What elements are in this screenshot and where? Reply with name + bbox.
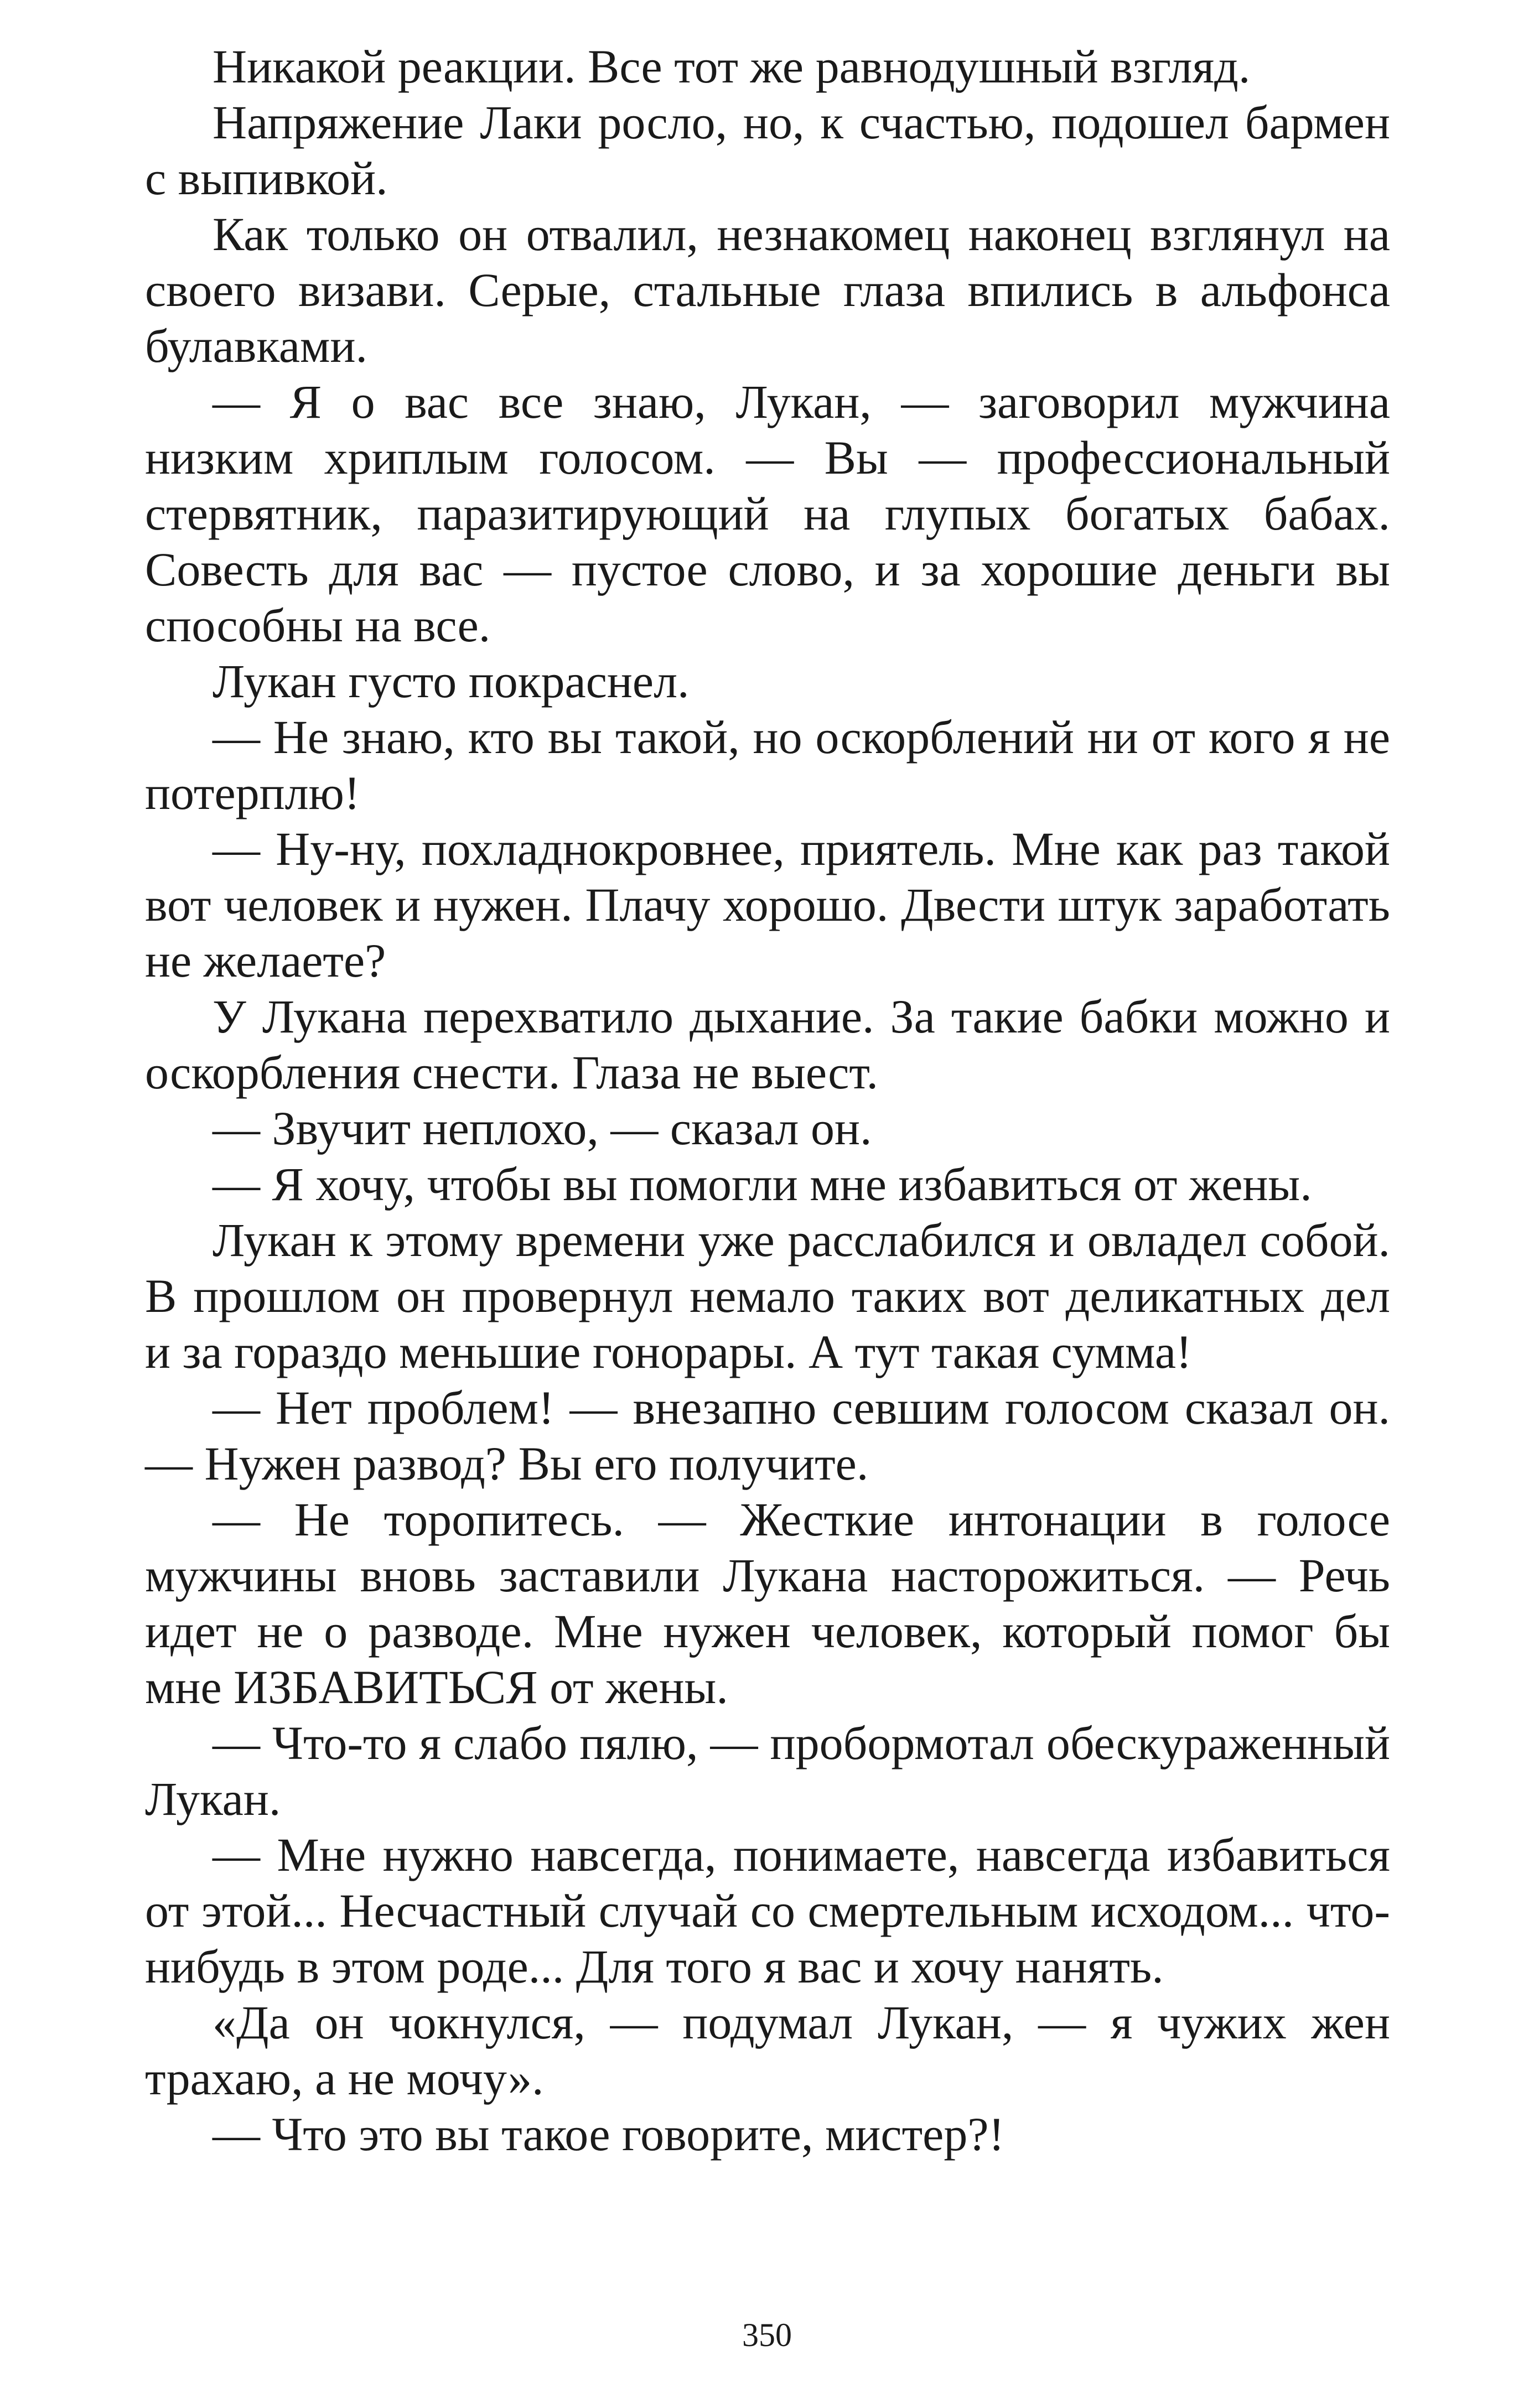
paragraph: — Нет проблем! — внезапно севшим голосом сказал он. — Нужен развод? Вы его получите. <box>145 1381 1390 1490</box>
paragraph: — Не знаю, кто вы такой, но оскорблений ни от кого я не потерплю! <box>145 710 1390 819</box>
page-number: 350 <box>742 2317 792 2353</box>
page-text <box>145 39 1390 2363</box>
paragraph: — Ну-ну, похладнокровнее, приятель. Мне как раз такой вот человек и нужен. Плачу хорошо. Двести штук заработать не желаете? <box>145 822 1390 987</box>
paragraph: — Звучит неплохо, — сказал он. <box>213 1102 872 1155</box>
paragraph: Лукан к этому времени уже расслабился и овладел собой. В прошлом он провернул немало таких вот деликатных дел и за гораздо меньшие гонорары. А тут такая сумма! <box>145 1213 1390 1378</box>
paragraph: — Я о вас все знаю, Лукан, — заговорил мужчина низким хриплым голосом. — Вы — профессиональный стервятник, паразитирующий на глупых богатых бабах. Совесть для вас — пустое слово, и за хорошие деньги вы способны на все. <box>145 375 1390 652</box>
paragraph: Как только он отвалил, незнакомец наконец взглянул на своего визави. Серые, стальные глаза впились в альфонса булавками. <box>145 207 1390 372</box>
paragraph: — Мне нужно навсегда, понимаете, навсегда избавиться от этой... Несчастный случай со смертельным исходом... что-нибудь в этом роде... Для того я вас и хочу нанять. <box>145 1828 1390 1993</box>
paragraph: — Не торопитесь. — Жесткие интонации в голосе мужчины вновь заставили Лукана насторожиться. — Речь идет не о разводе. Мне нужен человек, который помог бы мне ИЗБАВИТЬСЯ от жены. <box>145 1493 1390 1714</box>
paragraph: — Что-то я слабо пялю, — пробормотал обескураженный Лукан. <box>145 1716 1390 1825</box>
paragraph: Никакой реакции. Все тот же равнодушный взгляд. <box>213 40 1251 93</box>
paragraph: Лукан густо покраснел. <box>213 655 690 708</box>
paragraph: — Что это вы такое говорите, мистер?! <box>213 2108 1005 2161</box>
paragraph: «Да он чокнулся, — подумал Лукан, — я чужих жен трахаю, а не мочу». <box>145 1996 1390 2105</box>
paragraph: У Лукана перехватило дыхание. За такие бабки можно и оскорбления снести. Глаза не выест. <box>145 990 1390 1099</box>
paragraph: Напряжение Лаки росло, но, к счастью, подошел бармен с выпивкой. <box>145 96 1390 205</box>
paragraph: — Я хочу, чтобы вы помогли мне избавиться от жены. <box>213 1158 1312 1211</box>
